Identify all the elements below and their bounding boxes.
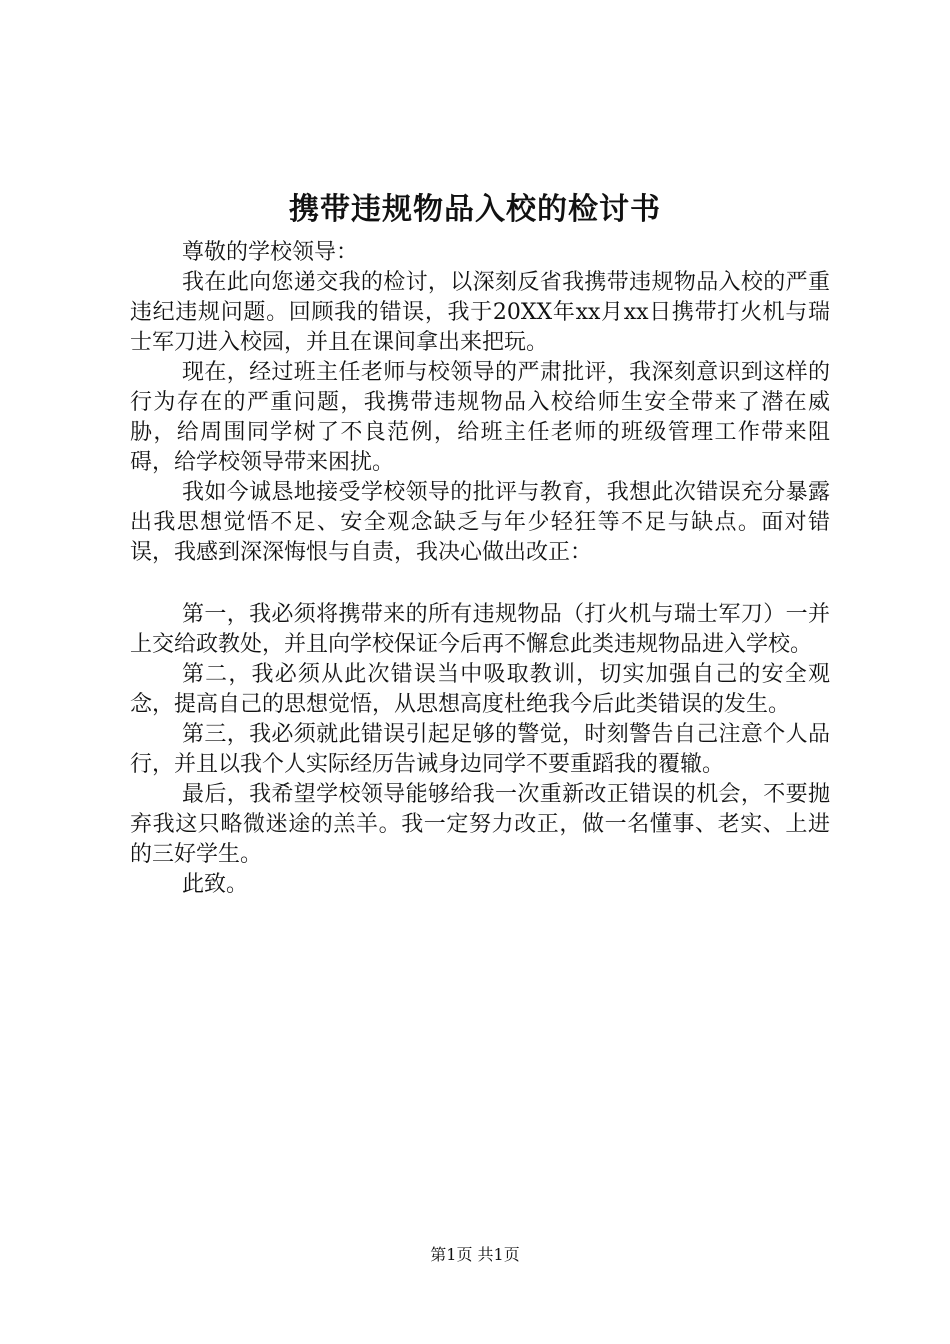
closing: 此致。 [182, 872, 249, 897]
page-footer: 第1页 共1页 [430, 1245, 520, 1264]
salutation: 尊敬的学校领导： [182, 240, 359, 265]
paragraph: 我如今诚恳地接受学校领导的批评与教育，我想此次错误充分暴露出我思想觉悟不足、安全观念缺乏与年少轻狂等不足与缺点。面对错误，我感到深深悔恨与自责，我决心做出改正： [130, 480, 830, 565]
point-item: 第一，我必须将携带来的所有违规物品（打火机与瑞士军刀）一并上交给政教处，并且向学校保证今后再不懈怠此类违规物品进入学校。 [130, 602, 830, 657]
document-body [130, 238, 830, 900]
document-title: 携带违规物品入校的检讨书 [289, 192, 661, 227]
point-item: 第三，我必须就此错误引起足够的警觉，时刻警告自己注意个人品行，并且以我个人实际经历告诫身边同学不要重蹈我的覆辙。 [130, 722, 830, 777]
paragraph: 现在，经过班主任老师与校领导的严肃批评，我深刻意识到这样的行为存在的严重问题，我携带违规物品入校给师生安全带来了潜在威胁，给周围同学树了不良范例，给班主任老师的班级管理工作带来阻碍，给学校领导带来困扰。 [130, 360, 830, 475]
paragraph-spacer [130, 568, 830, 600]
paragraph: 我在此向您递交我的检讨，以深刻反省我携带违规物品入校的严重违纪违规问题。回顾我的错误，我于20XX年xx月xx日携带打火机与瑞士军刀进入校园，并且在课间拿出来把玩。 [130, 270, 830, 355]
point-item: 第二，我必须从此次错误当中吸取教训，切实加强自己的安全观念，提高自己的思想觉悟，从思想高度杜绝我今后此类错误的发生。 [130, 662, 830, 717]
point-item: 最后，我希望学校领导能够给我一次重新改正错误的机会，不要抛弃我这只略微迷途的羔羊。我一定努力改正，做一名懂事、老实、上进的三好学生。 [130, 782, 830, 867]
